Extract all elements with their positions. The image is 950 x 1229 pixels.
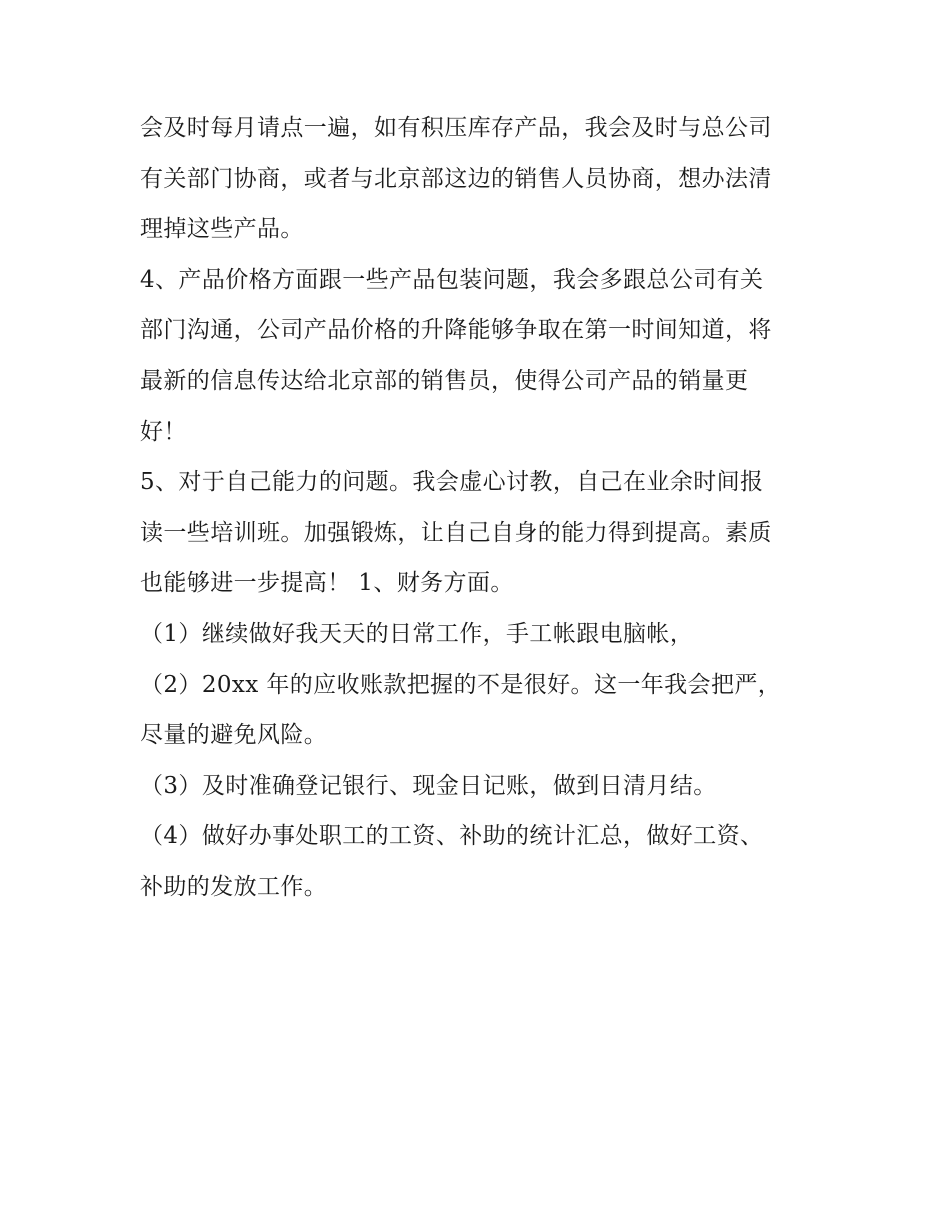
text-line: 补助的发放工作。	[140, 873, 328, 900]
text-line: （1）继续做好我天天的日常工作，手工帐跟电脑帐，	[140, 620, 694, 647]
text-line: 部门沟通，公司产品价格的升降能够争取在第一时间知道，将	[140, 317, 772, 344]
text-line: 好！	[140, 418, 187, 445]
text-line: 4、产品价格方面跟一些产品包装问题，我会多跟总公司有关	[140, 266, 764, 293]
document-body	[140, 103, 820, 913]
text-line: 也能够进一步提高！ 1、财务方面。	[140, 570, 514, 597]
text-line: 5、对于自己能力的问题。我会虚心讨教，自己在业余时间报	[140, 469, 764, 496]
text-line: （3）及时准确登记银行、现金日记账，做到日清月结。	[140, 772, 717, 799]
text-line: 理掉这些产品。	[140, 216, 304, 243]
text-line: 最新的信息传达给北京部的销售员，使得公司产品的销量更	[140, 367, 749, 394]
text-line: 会及时每月请点一遍，如有积压库存产品，我会及时与总公司	[140, 115, 772, 141]
text-line: （2）20xx 年的应收账款把握的不是很好。这一年我会把严，	[140, 671, 782, 698]
text-line: 尽量的避免风险。	[140, 722, 328, 749]
text-line: 有关部门协商，或者与北京部这边的销售人员协商，想办法清	[140, 165, 772, 192]
text-line: 读一些培训班。加强锻炼，让自己自身的能力得到提高。素质	[140, 519, 772, 546]
text-line: （4）做好办事处职工的工资、补助的统计汇总，做好工资、	[140, 823, 764, 850]
